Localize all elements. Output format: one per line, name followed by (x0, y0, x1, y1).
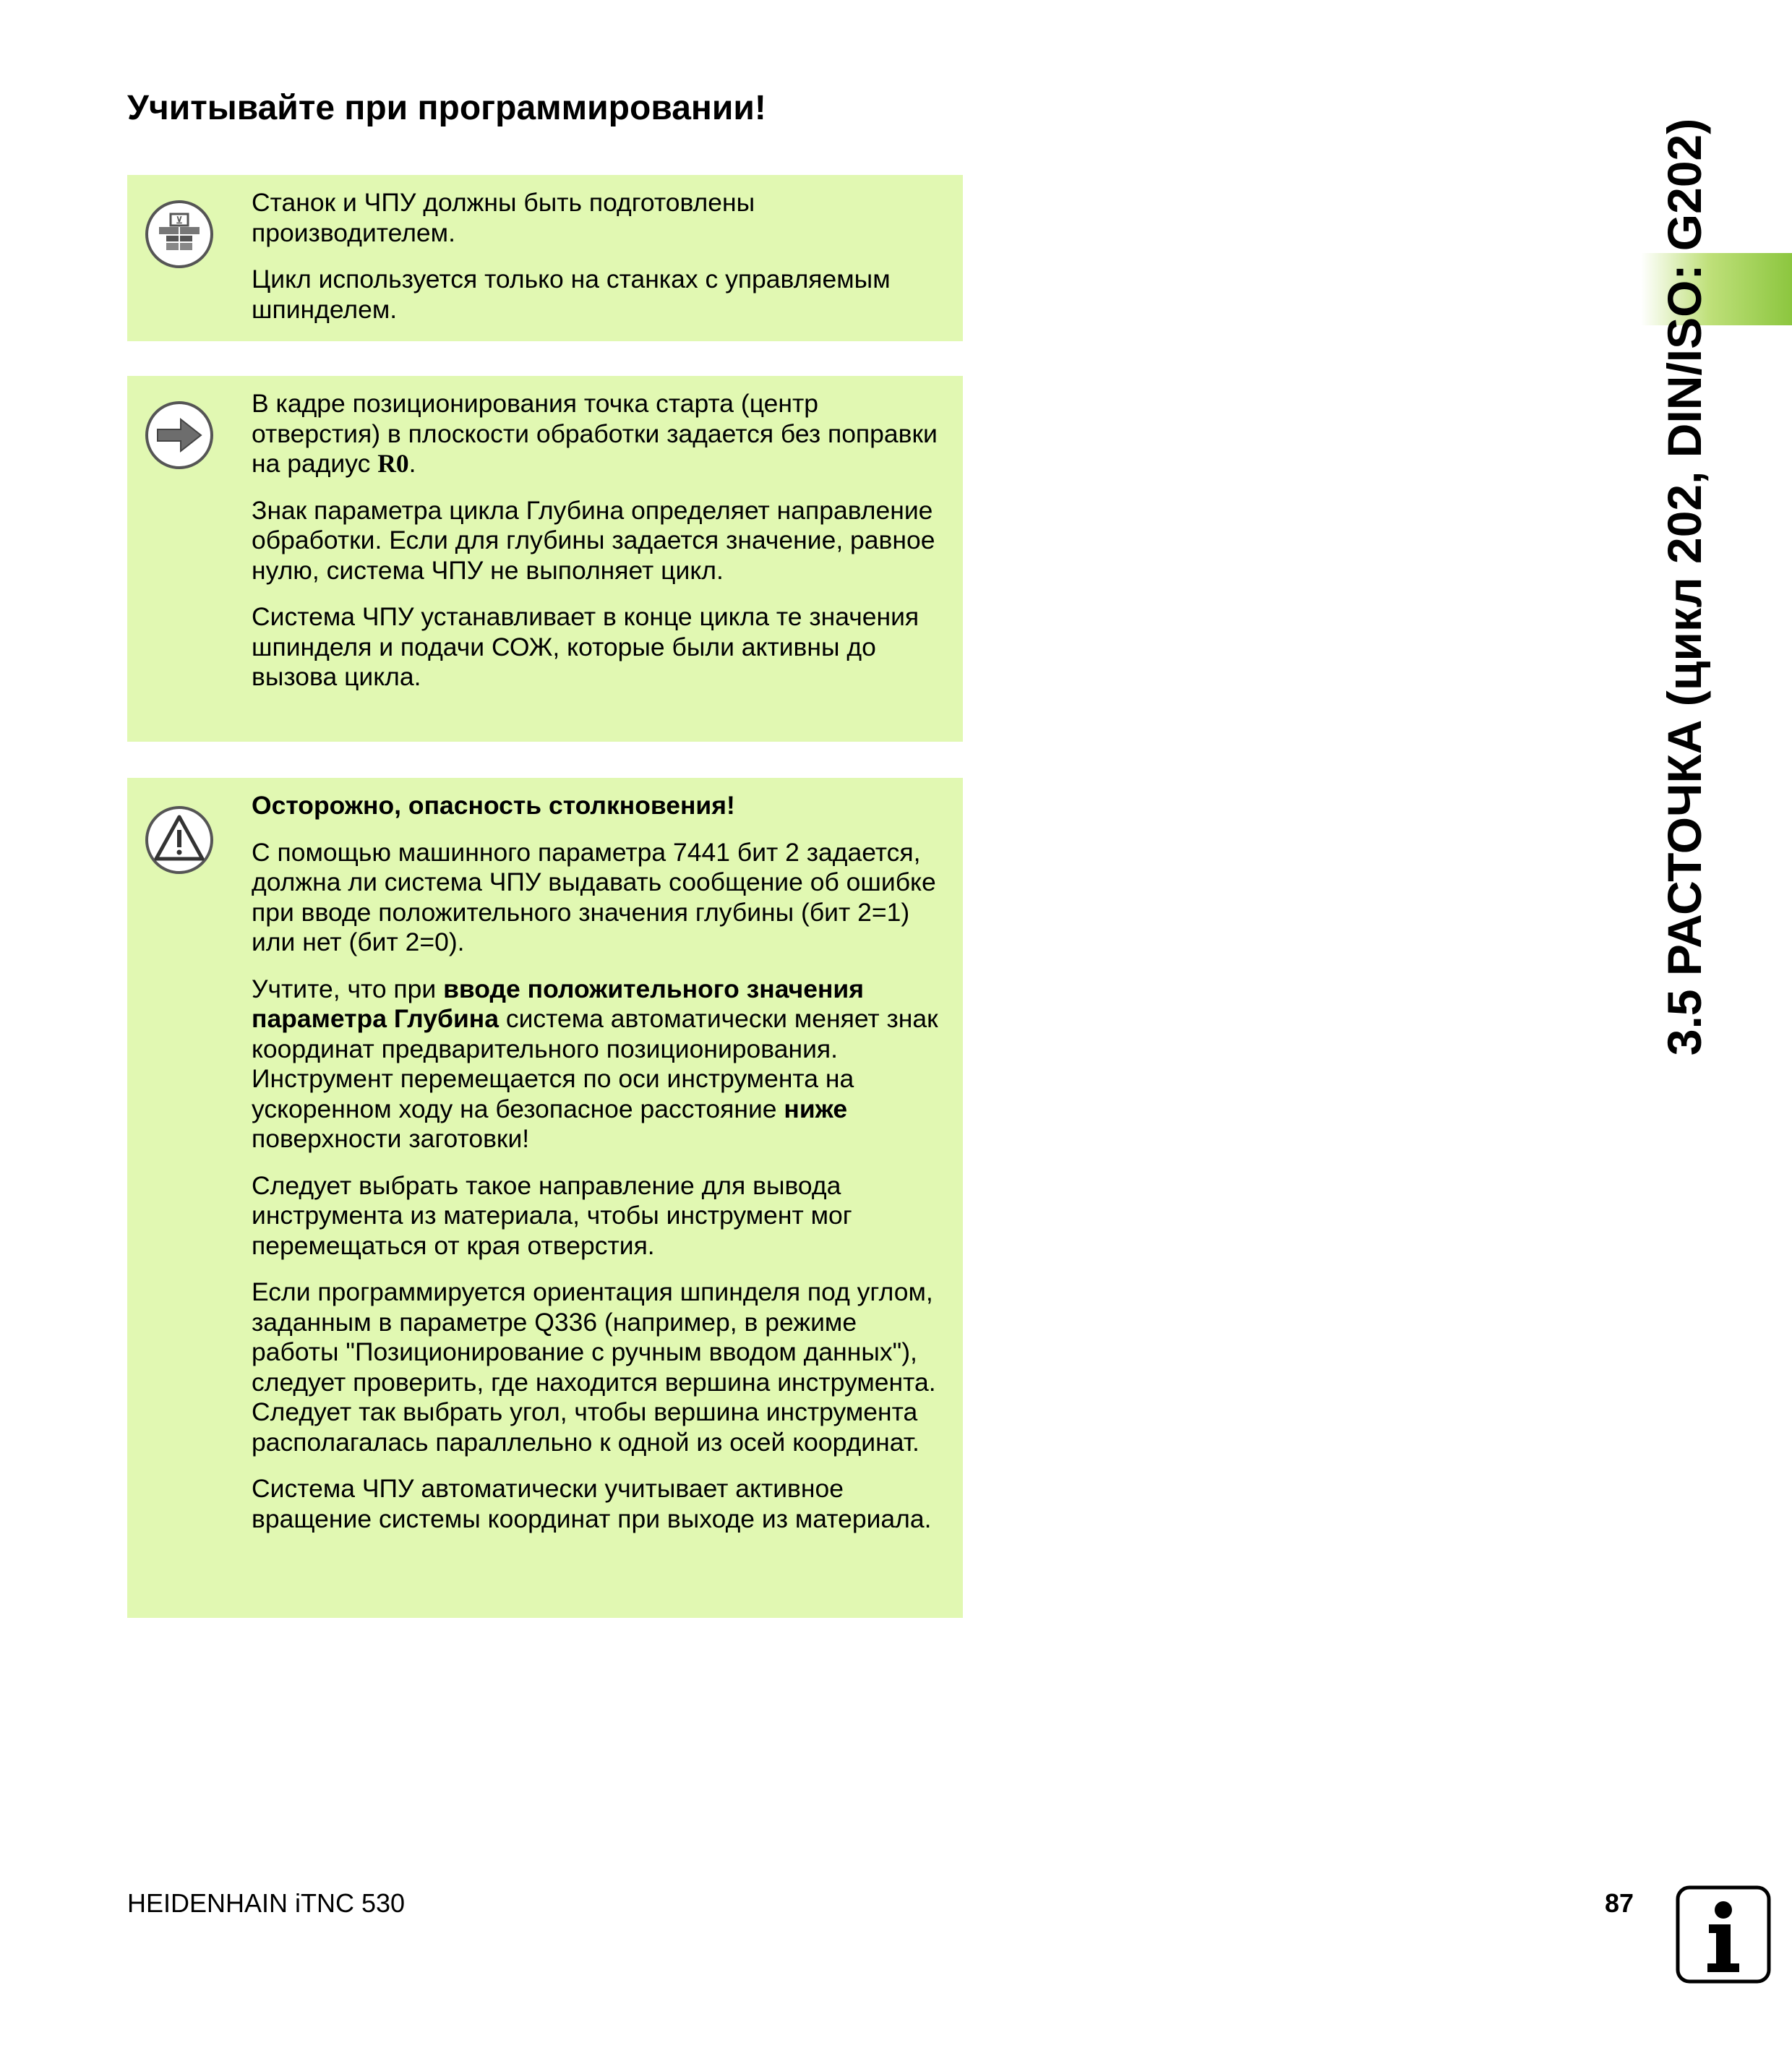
warning-heading: Осторожно, опасность столкновения! (252, 791, 735, 820)
svg-text:⊻: ⊻ (176, 215, 183, 226)
page-number: 87 (1605, 1888, 1634, 1918)
box2-paragraph-3: Система ЧПУ устанавливает в конце цикла те значения шпинделя и подачи СОЖ, которые были активны до вызова цикла. (252, 602, 919, 691)
r0-code: R0 (377, 449, 409, 478)
box2-paragraph-1: В кадре позиционирования точка старта (центр отверстия) в плоскости обработки задается без поправки на радиус R0. (252, 389, 938, 478)
chapter-side-title: 3.5 РАСТОЧКА (цикл 202, DIN/ISO: G202) (1658, 118, 1711, 1056)
box1-paragraph-2: Цикл используется только на станках с управляемым шпинделем. (252, 265, 891, 324)
warning-icon (145, 805, 214, 875)
machine-icon (145, 200, 214, 269)
arrow-right-icon (145, 400, 214, 470)
info-note-box (127, 376, 963, 742)
box3-paragraph-4: Если программируется ориентация шпинделя под углом, заданным в параметре Q336 (например, в режиме работы "Позиционирование с ручным вводом данных"), следует проверить, где находится вершина инструмента. Следует так выбрать угол, чтобы вершина инструмента располагалась параллельно к одной из осей координат. (252, 1277, 936, 1457)
footer-product-name: HEIDENHAIN iTNC 530 (127, 1888, 406, 1918)
info-icon (1676, 1885, 1771, 1984)
box3-paragraph-3: Следует выбрать такое направление для вывода инструмента из материала, чтобы инструмент мог перемещаться от края отверстия. (252, 1170, 852, 1260)
machine-note-box (127, 175, 963, 341)
warning-note-box (127, 778, 963, 1618)
page-title: Учитывайте при программировании! (127, 89, 766, 127)
box3-paragraph-2: Учтите, что при вводе положительного значения параметра Глубина система автоматически меняет знак координат предварительного позиционирования. Инструмент перемещается по оси инструмента на ускоренном ходу на безопасное расстояние ниже поверхности заготовки! (252, 974, 938, 1153)
box2-paragraph-2: Знак параметра цикла Глубина определяет направление обработки. Если для глубины задается значение, равное нулю, система ЧПУ не выполняет цикл. (252, 495, 935, 585)
box3-paragraph-5: Система ЧПУ автоматически учитывает активное вращение системы координат при выходе из материала. (252, 1474, 932, 1533)
box1-paragraph-1: Станок и ЧПУ должны быть подготовлены производителем. (252, 188, 755, 247)
box3-paragraph-1: С помощью машинного параметра 7441 бит 2 задается, должна ли система ЧПУ выдавать сообщение об ошибке при вводе положительного значения глубины (бит 2=1) или нет (бит 2=0). (252, 837, 936, 956)
